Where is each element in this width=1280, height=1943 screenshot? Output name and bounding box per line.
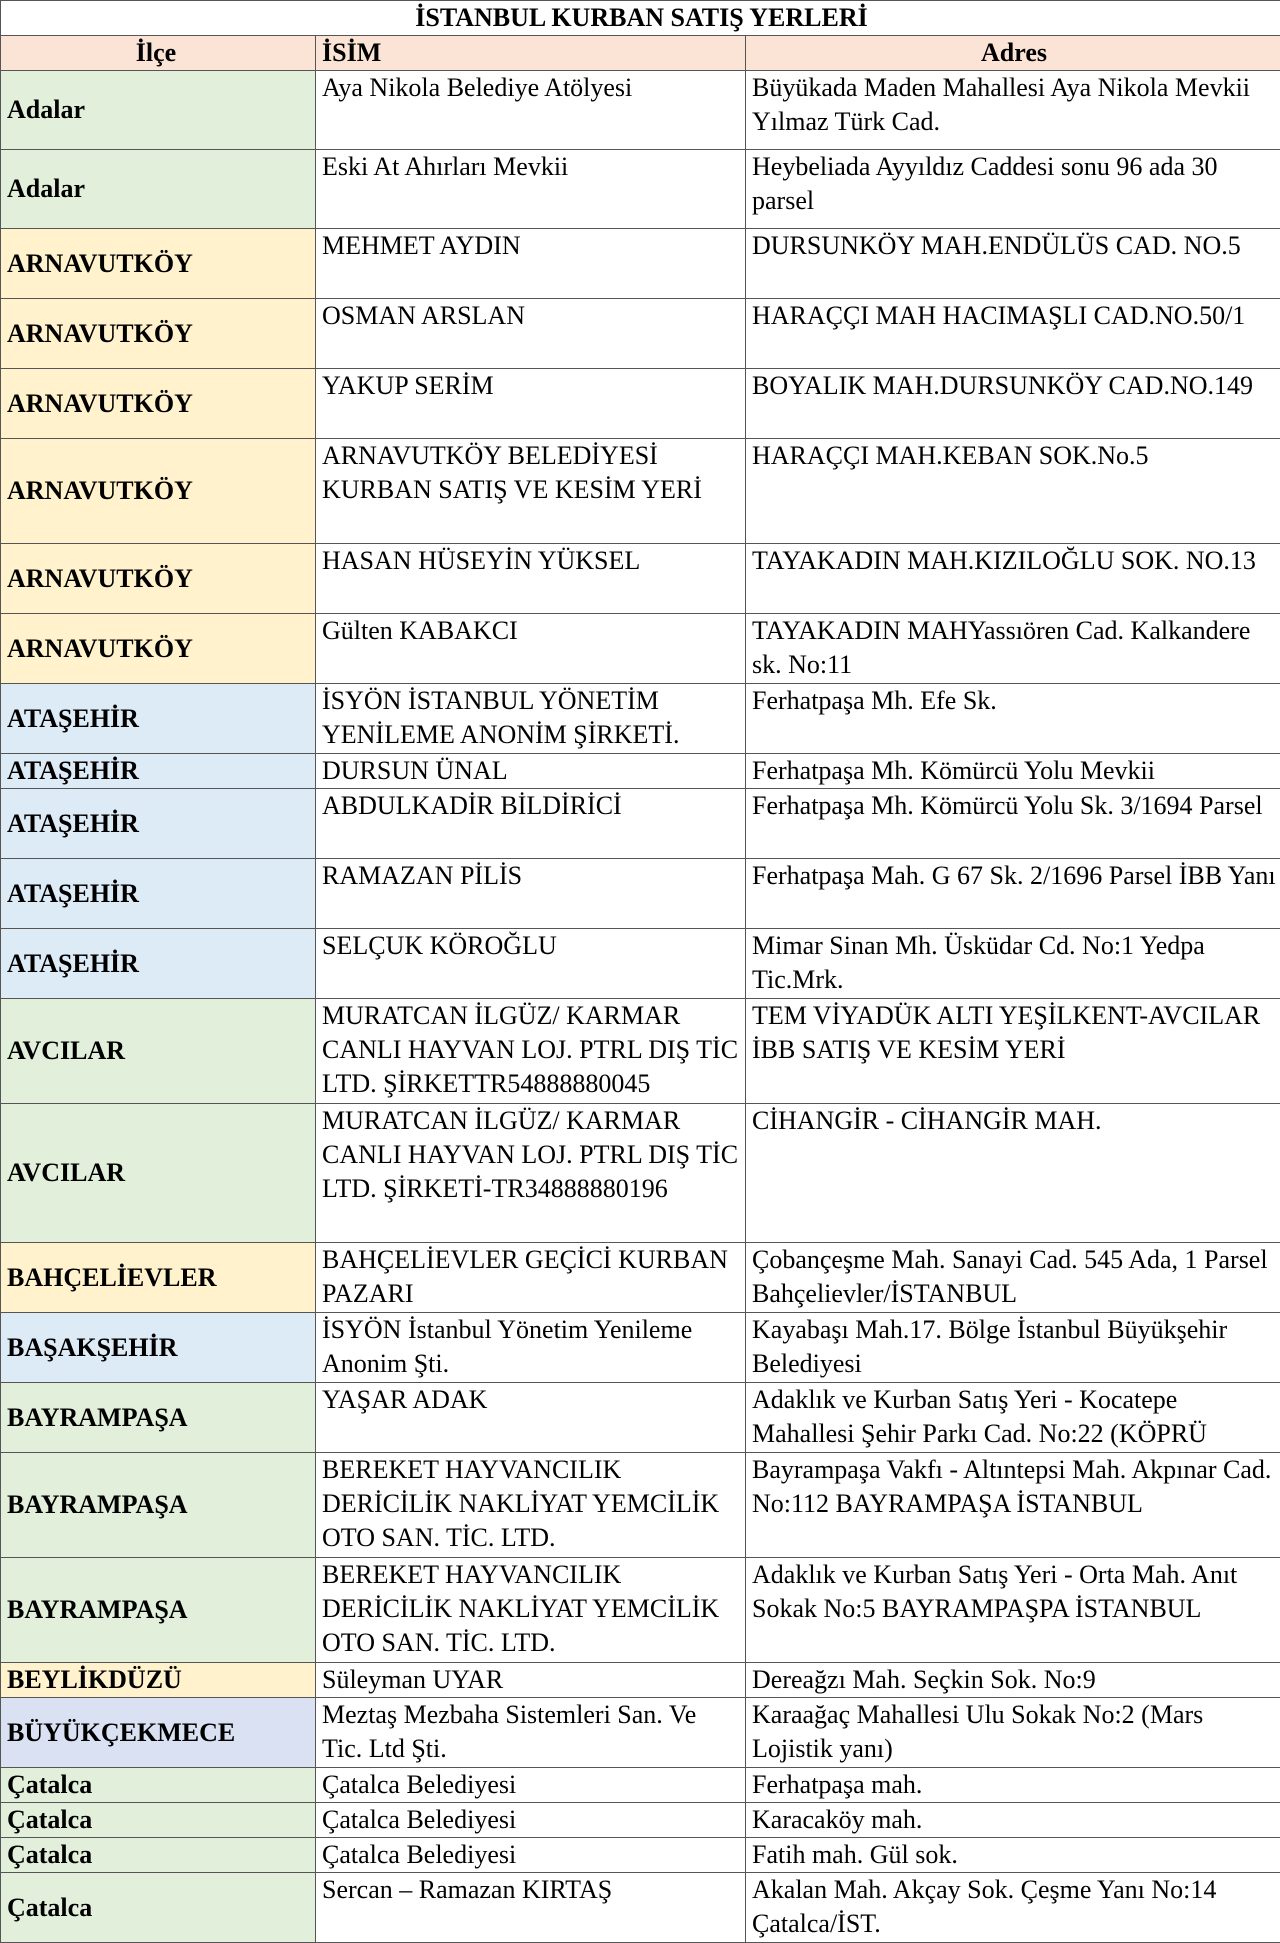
table-row bbox=[1, 71, 1280, 150]
cell-ilce: BAŞAKŞEHİR bbox=[1, 1313, 316, 1383]
cell-isim: BEREKET HAYVANCILIK DERİCİLİK NAKLİYAT YEMCİLİK OTO SAN. TİC. LTD. bbox=[316, 1453, 746, 1558]
cell-adres: HARAÇÇI MAH.KEBAN SOK.No.5 bbox=[746, 439, 1280, 544]
cell-ilce: AVCILAR bbox=[1, 999, 316, 1104]
table-row bbox=[1, 859, 1280, 929]
table-row bbox=[1, 1313, 1280, 1383]
cell-isim: Çatalca Belediyesi bbox=[316, 1768, 746, 1803]
cell-adres: Karacaköy mah. bbox=[746, 1803, 1280, 1838]
cell-adres: TEM VİYADÜK ALTI YEŞİLKENT-AVCILAR İBB SATIŞ VE KESİM YERİ bbox=[746, 999, 1280, 1104]
cell-adres: Ferhatpaşa Mah. G 67 Sk. 2/1696 Parsel İBB Yanı bbox=[746, 859, 1280, 929]
cell-ilce: ATAŞEHİR bbox=[1, 929, 316, 999]
table-row bbox=[1, 544, 1280, 614]
cell-ilce: Çatalca bbox=[1, 1873, 316, 1943]
cell-isim: RAMAZAN PİLİS bbox=[316, 859, 746, 929]
cell-ilce: ARNAVUTKÖY bbox=[1, 229, 316, 299]
cell-ilce: BÜYÜKÇEKMECE bbox=[1, 1698, 316, 1768]
cell-adres: DURSUNKÖY MAH.ENDÜLÜS CAD. NO.5 bbox=[746, 229, 1280, 299]
cell-ilce: BAHÇELİEVLER bbox=[1, 1243, 316, 1313]
cell-isim: YAKUP SERİM bbox=[316, 369, 746, 439]
cell-adres: TAYAKADIN MAH.KIZILOĞLU SOK. NO.13 bbox=[746, 544, 1280, 614]
cell-isim: Meztaş Mezbaha Sistemleri San. Ve Tic. Ltd Şti. bbox=[316, 1698, 746, 1768]
cell-ilce: ARNAVUTKÖY bbox=[1, 614, 316, 684]
table-row bbox=[1, 369, 1280, 439]
cell-isim: BAHÇELİEVLER GEÇİCİ KURBAN PAZARI bbox=[316, 1243, 746, 1313]
cell-adres: Çobançeşme Mah. Sanayi Cad. 545 Ada, 1 Parsel Bahçelievler/İSTANBUL bbox=[746, 1243, 1280, 1313]
table-row bbox=[1, 929, 1280, 999]
table-row bbox=[1, 614, 1280, 684]
table-row bbox=[1, 229, 1280, 299]
header-ilce: İlçe bbox=[1, 36, 316, 71]
cell-ilce: BAYRAMPAŞA bbox=[1, 1383, 316, 1453]
table-row bbox=[1, 1698, 1280, 1768]
table-row bbox=[1, 150, 1280, 229]
cell-ilce: ATAŞEHİR bbox=[1, 754, 316, 789]
table-row bbox=[1, 299, 1280, 369]
cell-isim: BEREKET HAYVANCILIK DERİCİLİK NAKLİYAT YEMCİLİK OTO SAN. TİC. LTD. bbox=[316, 1558, 746, 1663]
table-row bbox=[1, 1873, 1280, 1943]
cell-ilce: ARNAVUTKÖY bbox=[1, 544, 316, 614]
cell-isim: MURATCAN İLGÜZ/ KARMAR CANLI HAYVAN LOJ. PTRL DIŞ TİC LTD. ŞİRKETİ-TR34888880196 bbox=[316, 1104, 746, 1243]
cell-ilce: BAYRAMPAŞA bbox=[1, 1453, 316, 1558]
table-row bbox=[1, 1663, 1280, 1698]
cell-adres: Adaklık ve Kurban Satış Yeri - Kocatepe Mahallesi Şehir Parkı Cad. No:22 (KÖPRÜ bbox=[746, 1383, 1280, 1453]
cell-ilce: Çatalca bbox=[1, 1768, 316, 1803]
cell-ilce: Adalar bbox=[1, 150, 316, 229]
cell-ilce: ATAŞEHİR bbox=[1, 684, 316, 754]
cell-isim: ARNAVUTKÖY BELEDİYESİ KURBAN SATIŞ VE KESİM YERİ bbox=[316, 439, 746, 544]
title-row bbox=[1, 1, 1280, 36]
cell-ilce: BAYRAMPAŞA bbox=[1, 1558, 316, 1663]
cell-ilce: ARNAVUTKÖY bbox=[1, 439, 316, 544]
cell-ilce: ARNAVUTKÖY bbox=[1, 369, 316, 439]
table-row bbox=[1, 1803, 1280, 1838]
cell-ilce: ATAŞEHİR bbox=[1, 859, 316, 929]
table-body bbox=[1, 1, 1280, 1943]
cell-ilce: BEYLİKDÜZÜ bbox=[1, 1663, 316, 1698]
cell-adres: Ferhatpaşa Mh. Kömürcü Yolu Sk. 3/1694 Parsel bbox=[746, 789, 1280, 859]
cell-adres: CİHANGİR - CİHANGİR MAH. bbox=[746, 1104, 1280, 1243]
cell-adres: Mimar Sinan Mh. Üsküdar Cd. No:1 Yedpa Tic.Mrk. bbox=[746, 929, 1280, 999]
cell-isim: İSYÖN İstanbul Yönetim Yenileme Anonim Şti. bbox=[316, 1313, 746, 1383]
cell-adres: Bayrampaşa Vakfı - Altıntepsi Mah. Akpınar Cad. No:112 BAYRAMPAŞA İSTANBUL bbox=[746, 1453, 1280, 1558]
cell-ilce: Çatalca bbox=[1, 1838, 316, 1873]
cell-isim: Süleyman UYAR bbox=[316, 1663, 746, 1698]
cell-adres: Ferhatpaşa mah. bbox=[746, 1768, 1280, 1803]
table-row bbox=[1, 1558, 1280, 1663]
table-row bbox=[1, 754, 1280, 789]
cell-adres: BOYALIK MAH.DURSUNKÖY CAD.NO.149 bbox=[746, 369, 1280, 439]
table-row bbox=[1, 1768, 1280, 1803]
header-row bbox=[1, 36, 1280, 71]
cell-adres: Adaklık ve Kurban Satış Yeri - Orta Mah. Anıt Sokak No:5 BAYRAMPAŞPA İSTANBUL bbox=[746, 1558, 1280, 1663]
cell-ilce: ARNAVUTKÖY bbox=[1, 299, 316, 369]
table-row bbox=[1, 439, 1280, 544]
cell-adres: Karaağaç Mahallesi Ulu Sokak No:2 (Mars Lojistik yanı) bbox=[746, 1698, 1280, 1768]
cell-adres: TAYAKADIN MAHYassıören Cad. Kalkandere sk. No:11 bbox=[746, 614, 1280, 684]
cell-adres: Kayabaşı Mah.17. Bölge İstanbul Büyükşehir Belediyesi bbox=[746, 1313, 1280, 1383]
cell-adres: HARAÇÇI MAH HACIMAŞLI CAD.NO.50/1 bbox=[746, 299, 1280, 369]
cell-isim: Çatalca Belediyesi bbox=[316, 1838, 746, 1873]
cell-ilce: Çatalca bbox=[1, 1803, 316, 1838]
table-row bbox=[1, 789, 1280, 859]
header-isim: İSİM bbox=[316, 36, 746, 71]
cell-isim: İSYÖN İSTANBUL YÖNETİM YENİLEME ANONİM ŞİRKETİ. bbox=[316, 684, 746, 754]
cell-isim: MEHMET AYDIN bbox=[316, 229, 746, 299]
header-adres: Adres bbox=[746, 36, 1280, 71]
cell-isim: Aya Nikola Belediye Atölyesi bbox=[316, 71, 746, 150]
cell-isim: OSMAN ARSLAN bbox=[316, 299, 746, 369]
cell-isim: Gülten KABAKCI bbox=[316, 614, 746, 684]
cell-ilce: ATAŞEHİR bbox=[1, 789, 316, 859]
cell-isim: ABDULKADİR BİLDİRİCİ bbox=[316, 789, 746, 859]
table-row bbox=[1, 1453, 1280, 1558]
cell-isim: SELÇUK KÖROĞLU bbox=[316, 929, 746, 999]
table-row bbox=[1, 1104, 1280, 1243]
cell-isim: HASAN HÜSEYİN YÜKSEL bbox=[316, 544, 746, 614]
cell-ilce: AVCILAR bbox=[1, 1104, 316, 1243]
table-row bbox=[1, 684, 1280, 754]
table-row bbox=[1, 1383, 1280, 1453]
cell-adres: Ferhatpaşa Mh. Efe Sk. bbox=[746, 684, 1280, 754]
cell-adres: Akalan Mah. Akçay Sok. Çeşme Yanı No:14 Çatalca/İST. bbox=[746, 1873, 1280, 1943]
table-row bbox=[1, 999, 1280, 1104]
cell-adres: Dereağzı Mah. Seçkin Sok. No:9 bbox=[746, 1663, 1280, 1698]
cell-isim: MURATCAN İLGÜZ/ KARMAR CANLI HAYVAN LOJ. PTRL DIŞ TİC LTD. ŞİRKETTR54888880045 bbox=[316, 999, 746, 1104]
cell-adres: Ferhatpaşa Mh. Kömürcü Yolu Mevkii bbox=[746, 754, 1280, 789]
cell-isim: Sercan – Ramazan KIRTAŞ bbox=[316, 1873, 746, 1943]
cell-isim: YAŞAR ADAK bbox=[316, 1383, 746, 1453]
cell-isim: DURSUN ÜNAL bbox=[316, 754, 746, 789]
table-row bbox=[1, 1838, 1280, 1873]
cell-isim: Çatalca Belediyesi bbox=[316, 1803, 746, 1838]
cell-ilce: Adalar bbox=[1, 71, 316, 150]
cell-adres: Heybeliada Ayyıldız Caddesi sonu 96 ada 30 parsel bbox=[746, 150, 1280, 229]
table-row bbox=[1, 1243, 1280, 1313]
cell-isim: Eski At Ahırları Mevkii bbox=[316, 150, 746, 229]
cell-adres: Fatih mah. Gül sok. bbox=[746, 1838, 1280, 1873]
page-title: İSTANBUL KURBAN SATIŞ YERLERİ bbox=[1, 1, 1280, 36]
cell-adres: Büyükada Maden Mahallesi Aya Nikola Mevkii Yılmaz Türk Cad. bbox=[746, 71, 1280, 150]
